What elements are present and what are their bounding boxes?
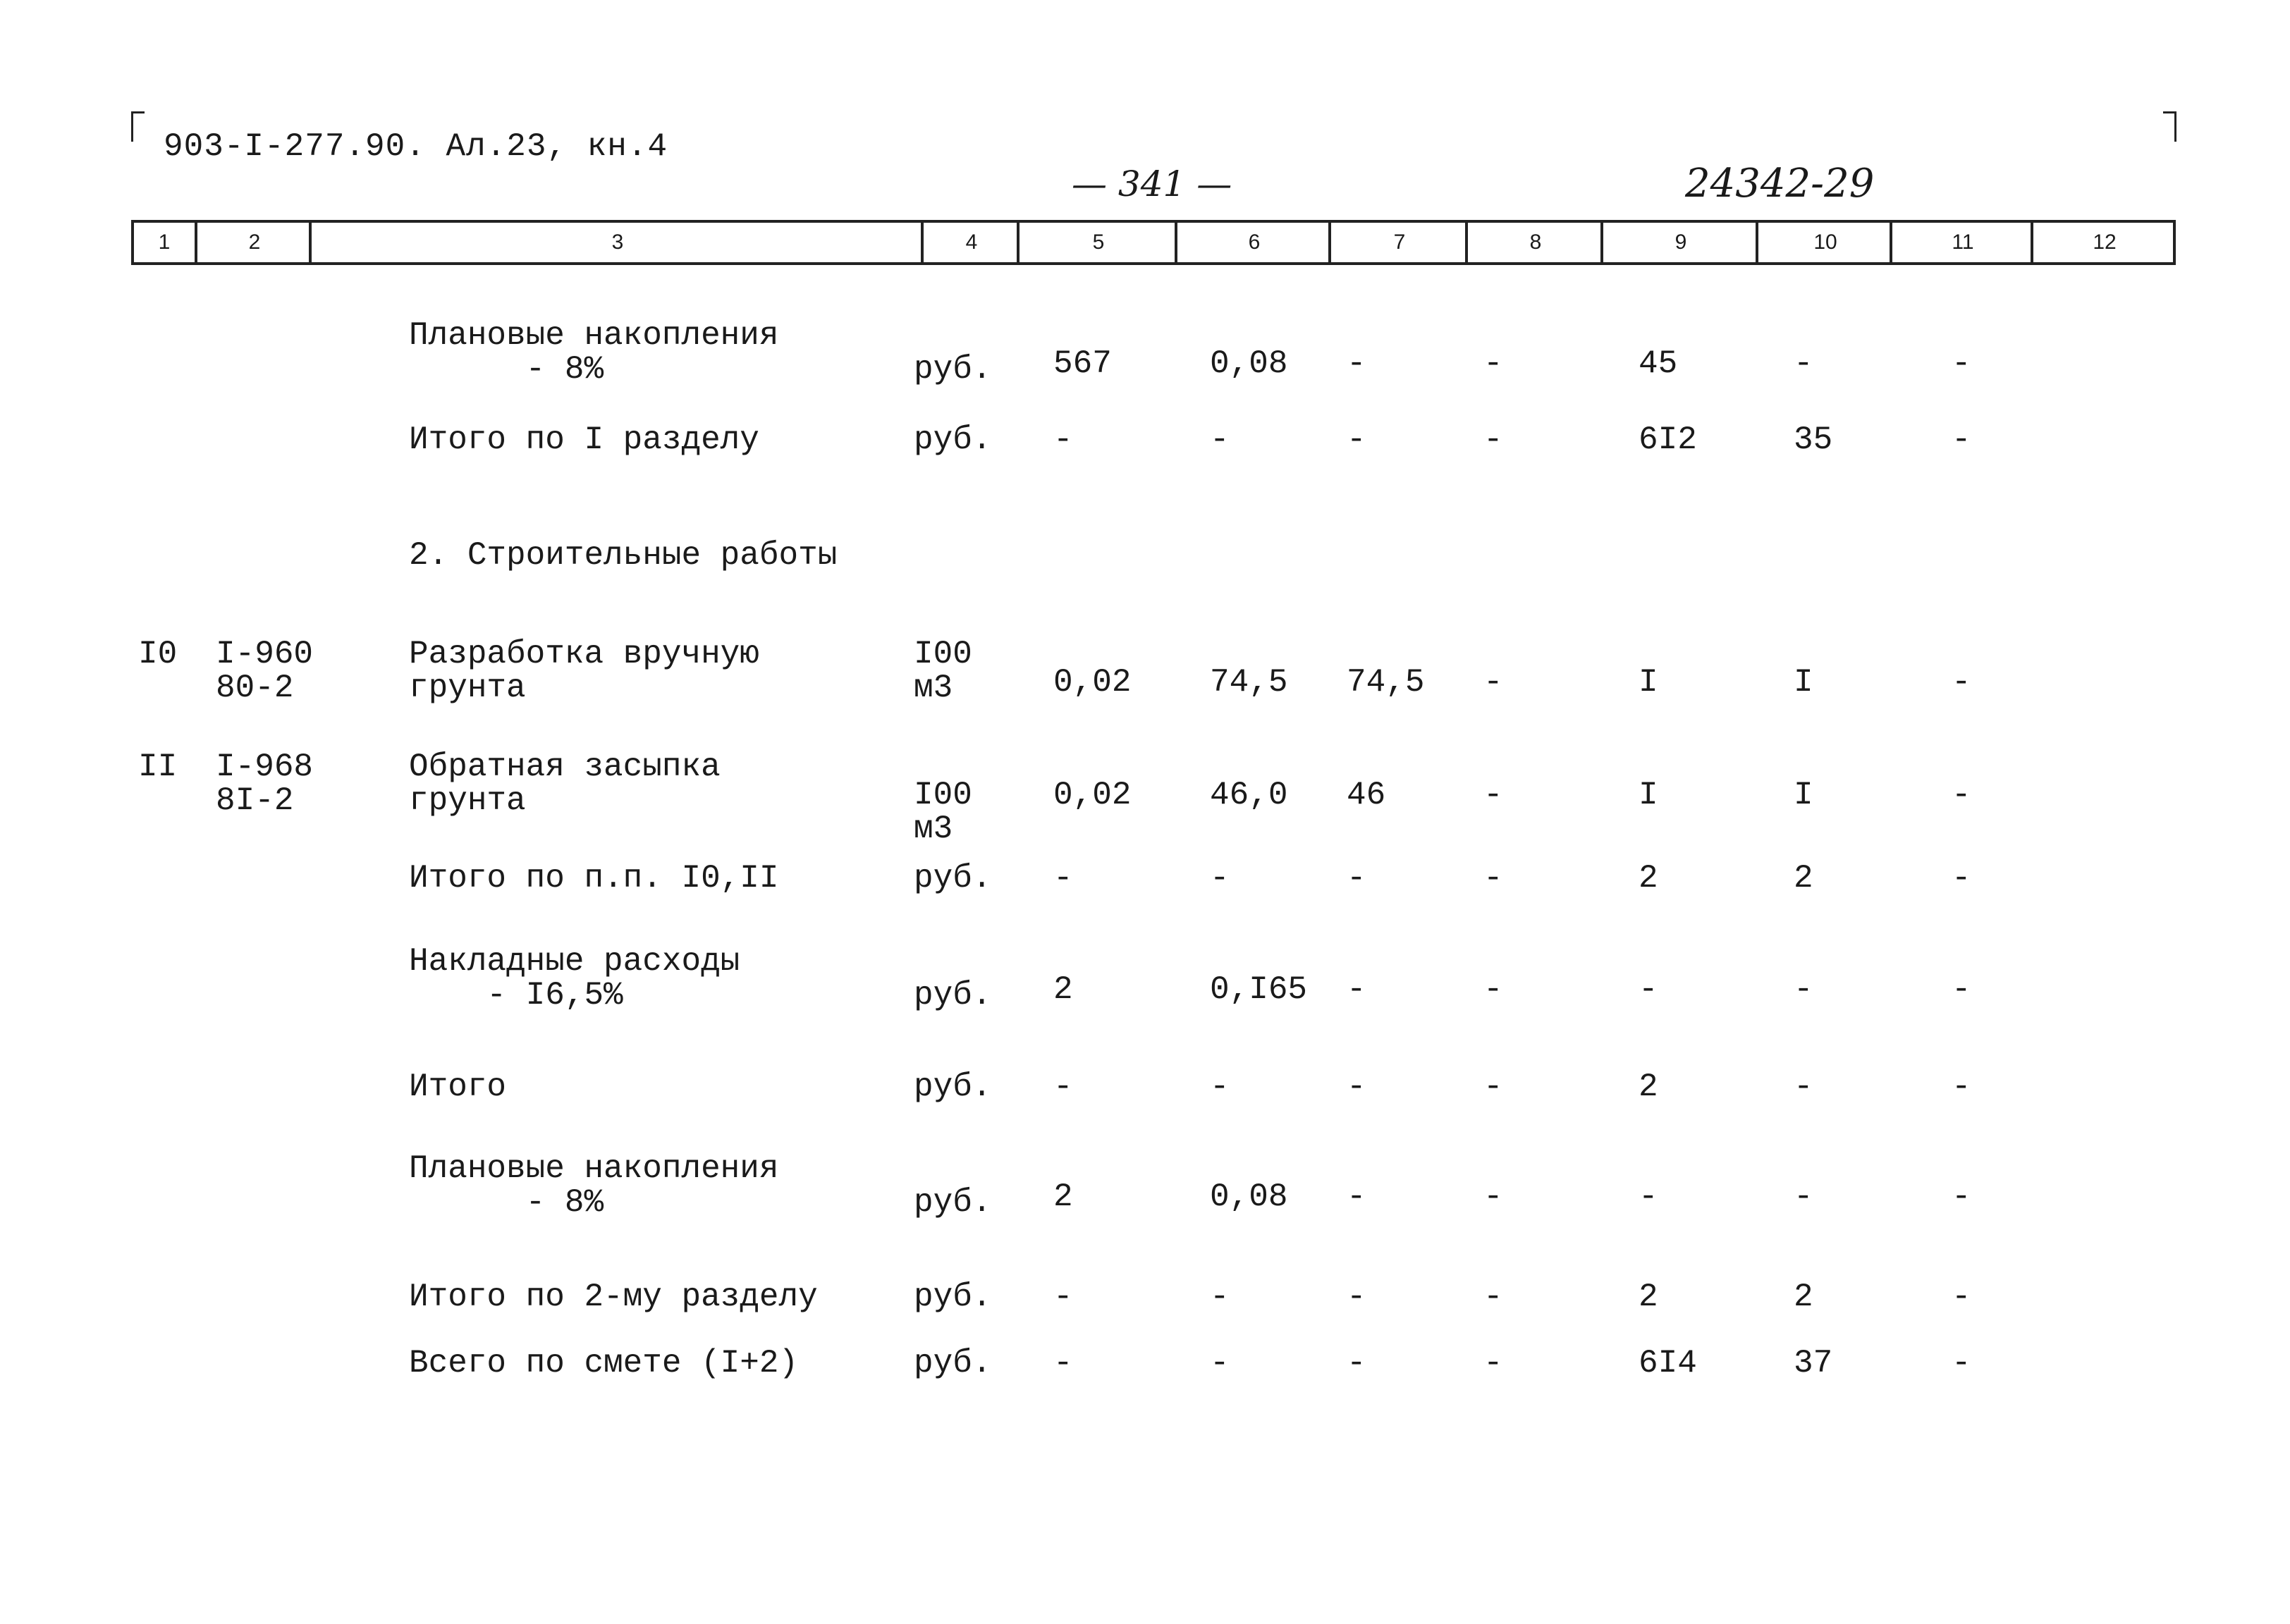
- row-10-c6: -: [1210, 1279, 1230, 1315]
- row-4-desc: Разработка вручную грунта: [409, 636, 759, 706]
- row-7-c9: -: [1639, 971, 1658, 1008]
- row-11-c8: -: [1483, 1345, 1503, 1382]
- row-8-c9: 2: [1639, 1069, 1658, 1105]
- row-6-c9: 2: [1639, 860, 1658, 897]
- row-11-c6: -: [1210, 1345, 1230, 1382]
- row-1-c7: -: [1347, 345, 1366, 382]
- row-11-c7: -: [1347, 1345, 1366, 1382]
- row-8-unit: руб.: [914, 1069, 992, 1105]
- row-2-c7: -: [1347, 422, 1366, 458]
- row-9-c10: -: [1794, 1179, 1813, 1215]
- sheet-code: 24342-29: [1685, 161, 1875, 207]
- row-7-unit: руб.: [914, 977, 992, 1014]
- row-8-c5: -: [1053, 1069, 1073, 1105]
- row-6-c6: -: [1210, 860, 1230, 897]
- column-number-9: 9: [1600, 223, 1758, 262]
- row-7-c7: -: [1347, 971, 1366, 1008]
- row-7-c8: -: [1483, 971, 1503, 1008]
- row-2-unit: руб.: [914, 422, 992, 458]
- column-number-12: 12: [2031, 223, 2176, 262]
- row-5-c9: I: [1639, 777, 1658, 813]
- row-4-c10: I: [1794, 664, 1813, 701]
- row-6-c5: -: [1053, 860, 1073, 897]
- row-11-c9: 6I4: [1639, 1345, 1697, 1382]
- column-number-1: 1: [158, 230, 171, 254]
- row-9-unit: руб.: [914, 1184, 992, 1221]
- row-2-c10: 35: [1794, 422, 1833, 458]
- row-4-c8: -: [1483, 664, 1503, 701]
- row-8-c6: -: [1210, 1069, 1230, 1105]
- row-4-c5: 0,02: [1053, 664, 1132, 701]
- row-2-c9: 6I2: [1639, 422, 1697, 458]
- row-4-unit: I00 м3: [914, 636, 972, 706]
- row-4-c6: 74,5: [1210, 664, 1288, 701]
- row-9-c9: -: [1639, 1179, 1658, 1215]
- row-5-c8: -: [1483, 777, 1503, 813]
- row-6-c8: -: [1483, 860, 1503, 897]
- row-5-c11: -: [1952, 777, 1971, 813]
- row-9-c5: 2: [1053, 1179, 1073, 1215]
- row-11-c5: -: [1053, 1345, 1073, 1382]
- page-number: — 341 —: [1072, 164, 1232, 204]
- row-2-c5: -: [1053, 422, 1073, 458]
- row-9-c7: -: [1347, 1179, 1366, 1215]
- row-4-pos: I0: [138, 636, 178, 672]
- column-number-10: 10: [1756, 223, 1892, 262]
- row-11-c11: -: [1952, 1345, 1971, 1382]
- row-3-desc: 2. Строительные работы: [409, 537, 838, 574]
- row-1-c11: -: [1952, 345, 1971, 382]
- row-1-c6: 0,08: [1210, 345, 1288, 382]
- row-10-c9: 2: [1639, 1279, 1658, 1315]
- row-7-desc: Накладные расходы - I6,5%: [409, 943, 740, 1014]
- row-10-c8: -: [1483, 1279, 1503, 1315]
- row-9-desc: Плановые накопления - 8%: [409, 1150, 779, 1221]
- row-5-c7: 46: [1347, 777, 1386, 813]
- row-5-desc: Обратная засыпка грунта: [409, 749, 721, 819]
- row-5-unit: I00 м3: [914, 777, 972, 847]
- column-number-6: 6: [1175, 223, 1331, 262]
- row-9-c6: 0,08: [1210, 1179, 1288, 1215]
- row-8-c8: -: [1483, 1069, 1503, 1105]
- row-7-c5: 2: [1053, 971, 1073, 1008]
- row-6-c10: 2: [1794, 860, 1813, 897]
- row-4-c7: 74,5: [1347, 664, 1425, 701]
- column-number-8: 8: [1465, 223, 1603, 262]
- row-1-desc: Плановые накопления - 8%: [409, 317, 779, 388]
- corner-mark-left: [131, 111, 145, 142]
- row-10-c11: -: [1952, 1279, 1971, 1315]
- row-5-code: I-968 8I-2: [216, 749, 314, 819]
- corner-mark-right: [2163, 111, 2176, 142]
- row-2-desc: Итого по I разделу: [409, 422, 759, 458]
- row-5-c10: I: [1794, 777, 1813, 813]
- row-10-unit: руб.: [914, 1279, 992, 1315]
- row-1-unit: руб.: [914, 351, 992, 388]
- row-2-c11: -: [1952, 422, 1971, 458]
- row-1-c5: 567: [1053, 345, 1112, 382]
- row-1-c10: -: [1794, 345, 1813, 382]
- row-10-desc: Итого по 2-му разделу: [409, 1279, 818, 1315]
- column-number-7: 7: [1328, 223, 1468, 262]
- row-8-c11: -: [1952, 1069, 1971, 1105]
- row-11-unit: руб.: [914, 1345, 992, 1382]
- row-10-c10: 2: [1794, 1279, 1813, 1315]
- row-10-c5: -: [1053, 1279, 1073, 1315]
- row-7-c10: -: [1794, 971, 1813, 1008]
- row-7-c11: -: [1952, 971, 1971, 1008]
- row-11-c10: 37: [1794, 1345, 1833, 1382]
- row-8-desc: Итого: [409, 1069, 507, 1105]
- column-number-3: 3: [309, 223, 924, 262]
- row-10-c7: -: [1347, 1279, 1366, 1315]
- row-9-c8: -: [1483, 1179, 1503, 1215]
- row-5-pos: II: [138, 749, 178, 785]
- row-2-c6: -: [1210, 422, 1230, 458]
- row-9-c11: -: [1952, 1179, 1971, 1215]
- row-1-c8: -: [1483, 345, 1503, 382]
- column-number-4: 4: [921, 223, 1020, 262]
- row-7-c6: 0,I65: [1210, 971, 1308, 1008]
- row-6-unit: руб.: [914, 860, 992, 897]
- row-8-c7: -: [1347, 1069, 1366, 1105]
- column-number-2: 2: [195, 223, 312, 262]
- column-number-11: 11: [1890, 223, 2033, 262]
- row-11-desc: Всего по смете (I+2): [409, 1345, 799, 1382]
- row-1-c9: 45: [1639, 345, 1678, 382]
- row-8-c10: -: [1794, 1069, 1813, 1105]
- row-4-c11: -: [1952, 664, 1971, 701]
- document-code: 903-I-277.90. Ал.23, кн.4: [164, 128, 668, 165]
- row-6-c11: -: [1952, 860, 1971, 897]
- column-number-bar: [131, 220, 2176, 265]
- row-6-desc: Итого по п.п. I0,II: [409, 860, 779, 897]
- row-5-c5: 0,02: [1053, 777, 1132, 813]
- row-4-c9: I: [1639, 664, 1658, 701]
- column-number-5: 5: [1017, 223, 1177, 262]
- row-4-code: I-960 80-2: [216, 636, 314, 706]
- row-5-c6: 46,0: [1210, 777, 1288, 813]
- row-2-c8: -: [1483, 422, 1503, 458]
- row-6-c7: -: [1347, 860, 1366, 897]
